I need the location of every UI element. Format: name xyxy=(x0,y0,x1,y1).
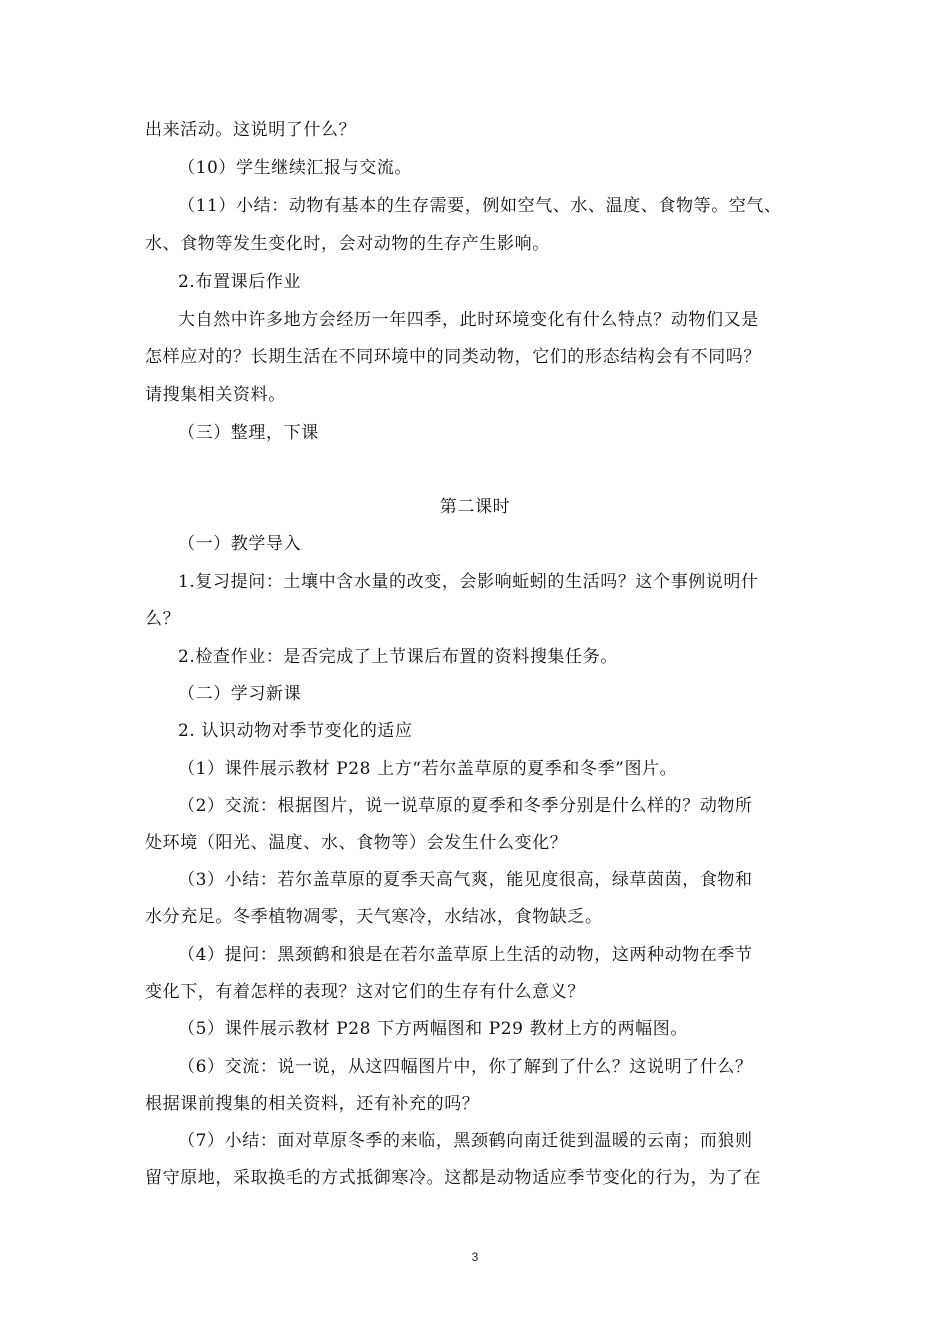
section-heading: （三）整理，下课 xyxy=(178,423,319,443)
text-line: （3）小结：若尔盖草原的夏季天高气爽，能见度很高，绿草茵茵，食物和 xyxy=(178,870,753,890)
text-line: 水、食物等发生变化时，会对动物的生存产生影响。 xyxy=(145,234,550,254)
section-heading: （二）学习新课 xyxy=(178,684,302,704)
section-heading: （一）教学导入 xyxy=(178,534,302,554)
text-line: 变化下，有着怎样的表现？这对它们的生存有什么意义？ xyxy=(145,982,585,1002)
text-line: 2.检查作业：是否完成了上节课后布置的资料搜集任务。 xyxy=(178,647,618,667)
text-line: 根据课前搜集的相关资料，还有补充的吗？ xyxy=(145,1094,480,1114)
text-line: 1.复习提问：土壤中含水量的改变，会影响蚯蚓的生活吗？这个事例说明什 xyxy=(178,572,759,592)
page-number: 3 xyxy=(471,1250,479,1264)
text-line: 大自然中许多地方会经历一年四季，此时环境变化有什么特点？动物们又是 xyxy=(178,310,759,330)
text-line: （7）小结：面对草原冬季的来临，黑颈鹤向南迁徙到温暖的云南；而狼则 xyxy=(178,1131,753,1151)
lesson-title: 第二课时 xyxy=(439,497,511,517)
text-line: （11）小结：动物有基本的生存需要，例如空气、水、温度、食物等。空气、 xyxy=(178,196,782,216)
text-line: （5）课件展示教材 P28 下方两幅图和 P29 教材上方的两幅图。 xyxy=(178,1019,688,1039)
text-line: （10）学生继续汇报与交流。 xyxy=(178,158,413,178)
section-heading: 2.布置课后作业 xyxy=(178,272,302,292)
text-line: 请搜集相关资料。 xyxy=(145,385,286,405)
text-line: （6）交流：说一说，从这四幅图片中，你了解到了什么？这说明了什么？ xyxy=(178,1057,753,1077)
section-heading: 2. 认识动物对季节变化的适应 xyxy=(178,721,413,741)
text-line: 怎样应对的？长期生活在不同环境中的同类动物，它们的形态结构会有不同吗？ xyxy=(145,347,761,367)
text-line: 出来活动。这说明了什么？ xyxy=(145,120,357,140)
text-line: （2）交流：根据图片，说一说草原的夏季和冬季分别是什么样的？动物所 xyxy=(178,796,753,816)
text-line: 水分充足。冬季植物凋零，天气寒冷，水结冰，食物缺乏。 xyxy=(145,907,603,927)
text-line: 留守原地，采取换毛的方式抵御寒冷。这都是动物适应季节变化的行为，为了在 xyxy=(145,1168,761,1188)
text-line: 处环境（阳光、温度、水、食物等）会发生什么变化？ xyxy=(145,833,568,853)
text-line: （4）提问：黑颈鹤和狼是在若尔盖草原上生活的动物，这两种动物在季节 xyxy=(178,945,753,965)
text-line: 么？ xyxy=(145,609,181,629)
text-line: （1）课件展示教材 P28 上方“若尔盖草原的夏季和冬季”图片。 xyxy=(178,759,678,779)
